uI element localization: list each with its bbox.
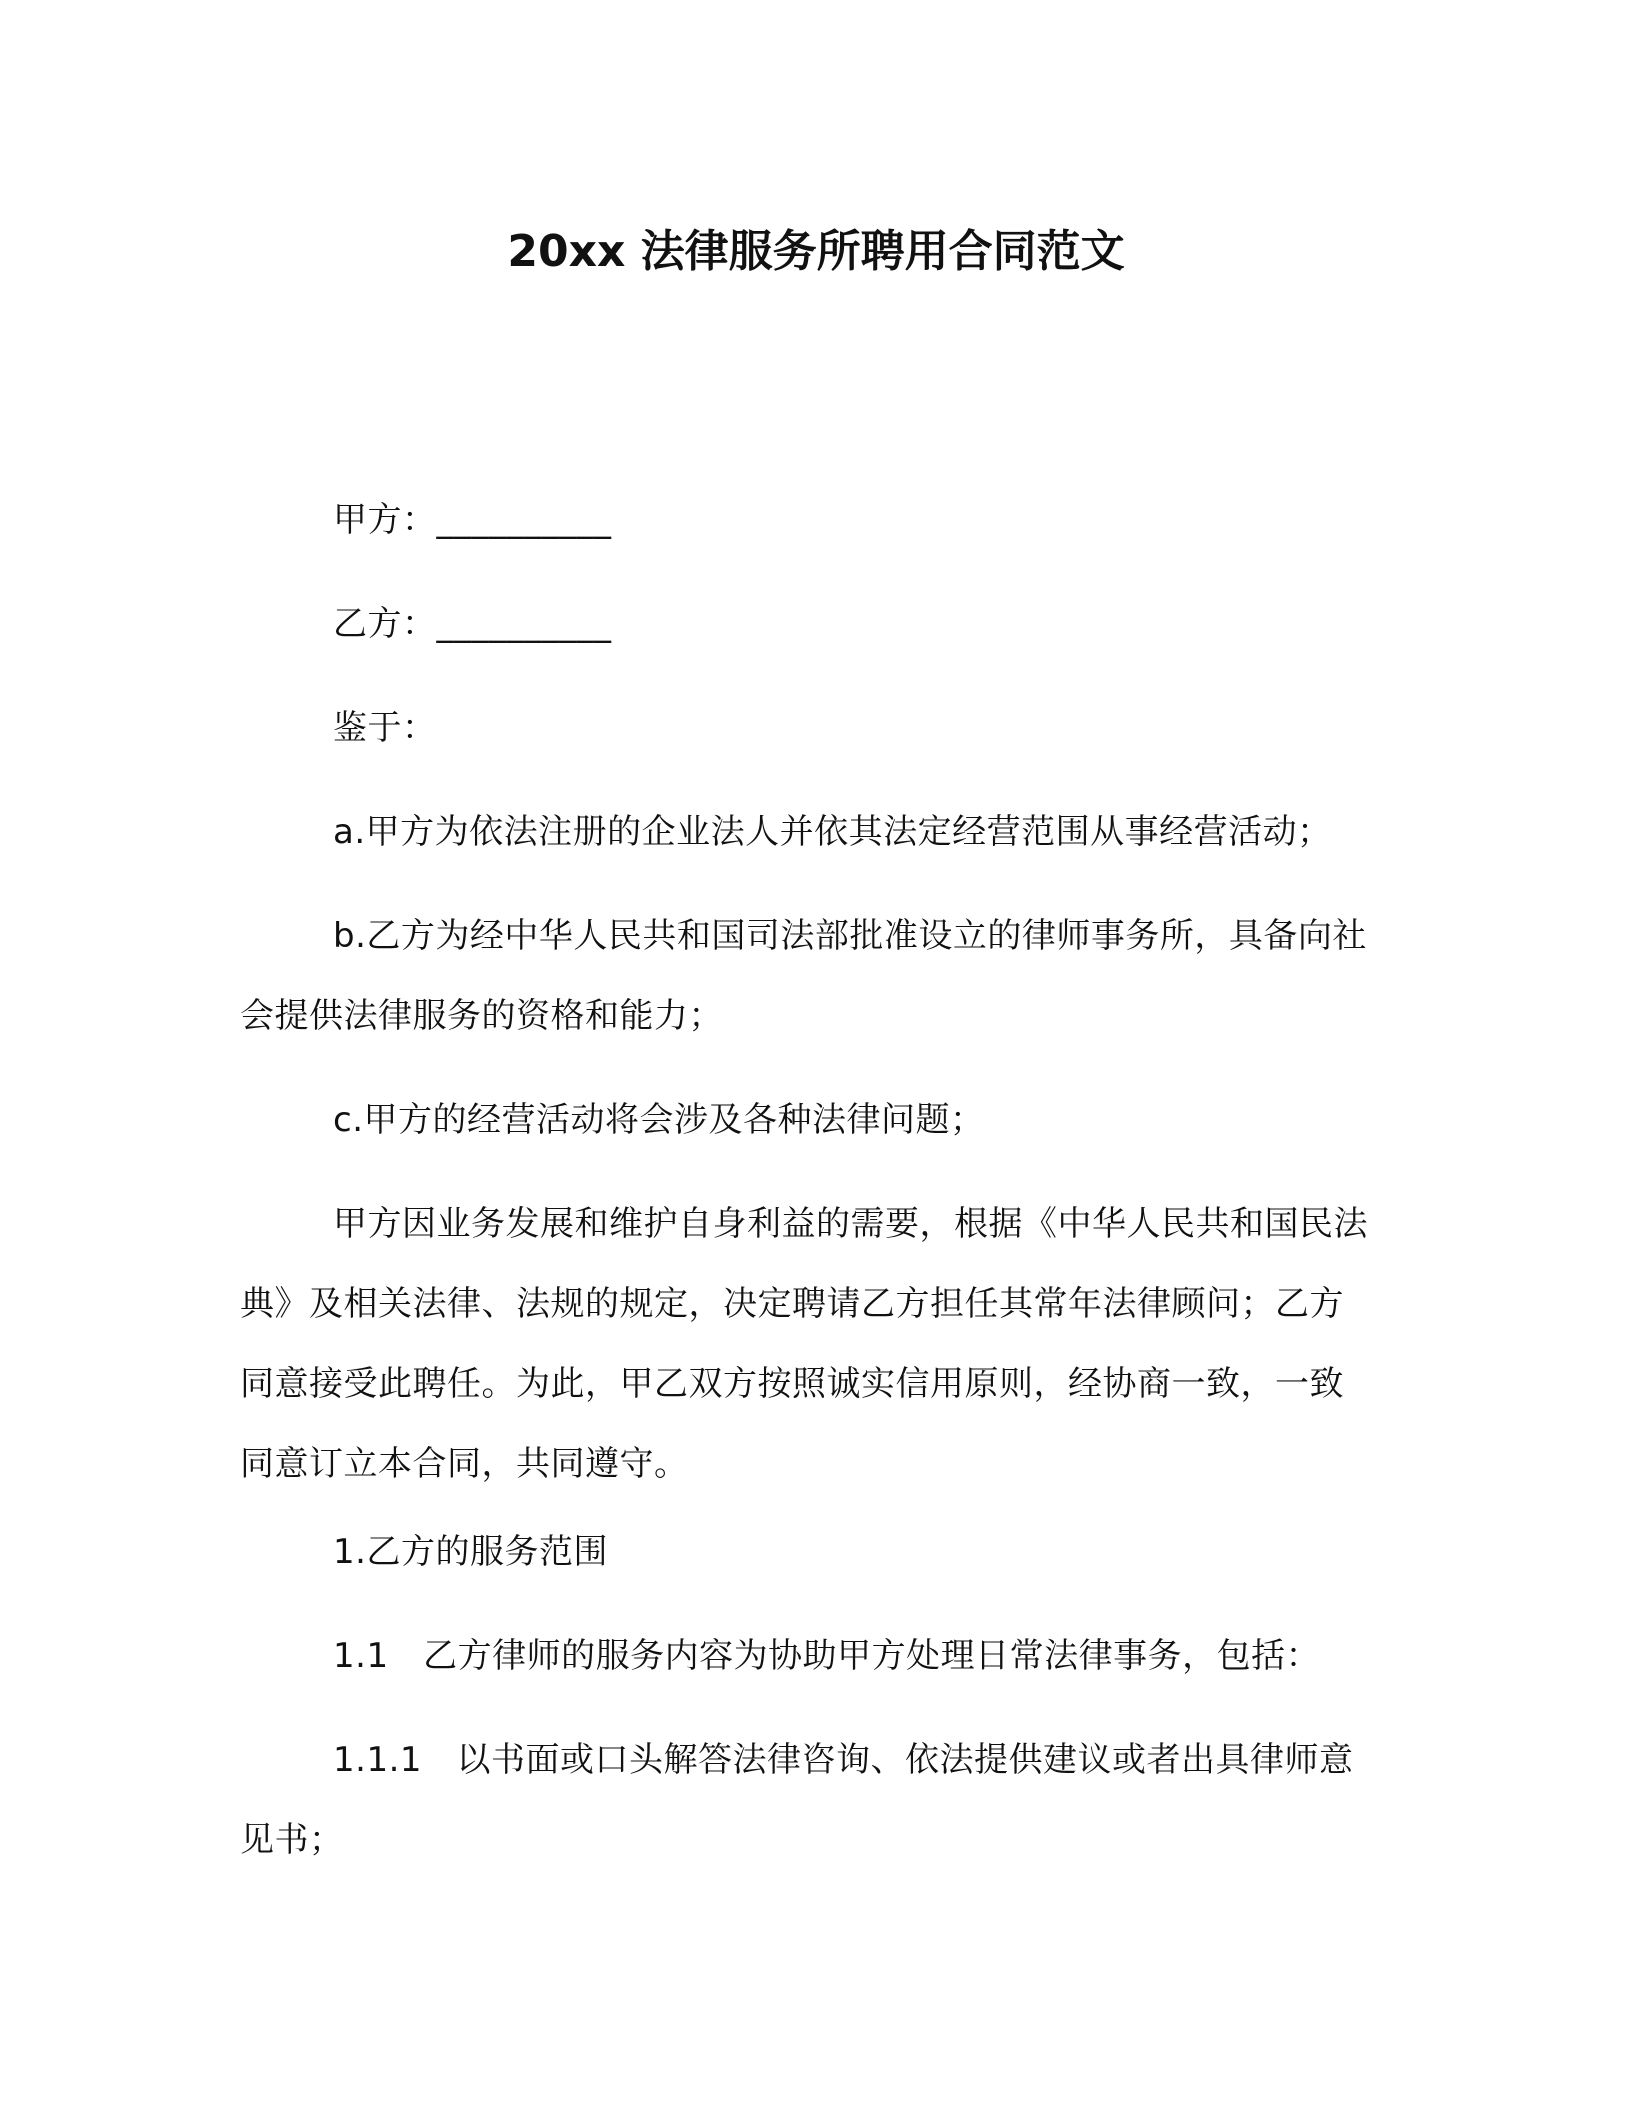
whereas-heading: 鉴于： [333, 708, 437, 748]
recital-b: b.乙方为经中华人民共和国司法部批准设立的律师事务所，具备向社会提供法律服务的资格和能力； [240, 916, 1367, 1036]
document-title: 20xx 法律服务所聘用合同范文 [507, 226, 1125, 277]
preamble-paragraph: 甲方因业务发展和维护自身利益的需要，根据《中华人民共和国民法典》及相关法律、法规的规定，决定聘请乙方担任其常年法律顾问；乙方同意接受此聘任。为此，甲乙双方按照诚实信用原则，经协商一致，一致同意订立本合同，共同遵守。 [240, 1204, 1368, 1484]
recital-a: a.甲方为依法注册的企业法人并依其法定经营范围从事经营活动； [333, 812, 1332, 852]
recital-c: c.甲方的经营活动将会涉及各种法律问题； [333, 1100, 985, 1140]
section-1-heading: 1.乙方的服务范围 [333, 1532, 608, 1572]
clause-1-1-1: 1.1.1 以书面或口头解答法律咨询、依法提供建议或者出具律师意见书； [240, 1740, 1354, 1860]
party-b-line: 乙方：__________ [333, 604, 612, 644]
party-a-line: 甲方：__________ [333, 500, 612, 540]
clause-1-1: 1.1 乙方律师的服务内容为协助甲方处理日常法律事务，包括： [333, 1636, 1321, 1676]
